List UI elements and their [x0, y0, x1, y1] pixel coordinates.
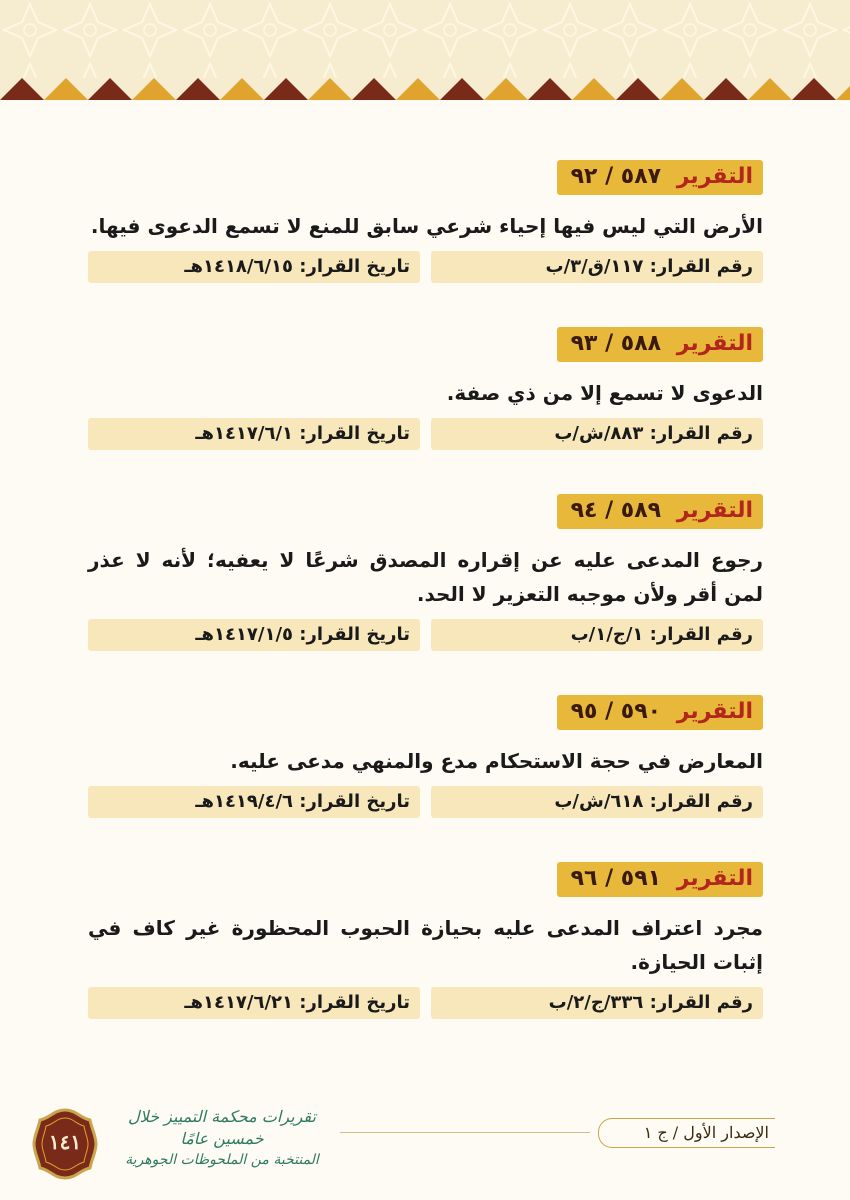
entry-96 — [88, 862, 763, 1019]
entry-label: التقرير — [676, 866, 753, 891]
entry-label: التقرير — [676, 331, 753, 356]
page-number: ١٤١ — [48, 1130, 82, 1154]
entry-number: ٥٨٨ / ٩٣ — [570, 331, 662, 356]
entry-title — [557, 695, 763, 730]
entry-title — [557, 160, 763, 195]
entry-title — [557, 494, 763, 529]
brand-line2: المنتخبة من الملحوظات الجوهرية — [125, 1152, 319, 1168]
brand-logo — [112, 1106, 332, 1170]
entry-label: التقرير — [676, 498, 753, 523]
decision-date-box: تاريخ القرار: ١٤١٧/٦/٢١هـ — [88, 987, 420, 1019]
entry-label: التقرير — [676, 164, 753, 189]
decision-boxes — [88, 418, 763, 450]
entry-92 — [88, 160, 763, 283]
footer-divider — [340, 1132, 590, 1133]
decision-date-box: تاريخ القرار: ١٤١٧/١/٥هـ — [88, 619, 420, 651]
entry-text: الأرض التي ليس فيها إحياء شرعي سابق للمنع لا تسمع الدعوى فيها. — [90, 214, 763, 238]
entry-number: ٥٨٩ / ٩٤ — [570, 498, 662, 523]
entry-label: التقرير — [676, 699, 753, 724]
entry-number: ٥٩٠ / ٩٥ — [570, 699, 662, 724]
decision-date-box: تاريخ القرار: ١٤١٧/٦/١هـ — [88, 418, 420, 450]
decision-boxes — [88, 786, 763, 818]
decision-number-box: رقم القرار: ١١٧/ق/٣/ب — [431, 251, 763, 283]
decision-number-box: رقم القرار: ٦١٨/ش/ب — [431, 786, 763, 818]
decision-boxes — [88, 619, 763, 651]
decision-boxes — [88, 987, 763, 1019]
decision-number-box: رقم القرار: ٣٣٦/ج/٢/ب — [431, 987, 763, 1019]
decorative-header — [0, 0, 850, 112]
entry-93 — [88, 327, 763, 450]
entry-95 — [88, 695, 763, 818]
decision-number-box: رقم القرار: ١/ج/١/ب — [431, 619, 763, 651]
entry-94 — [88, 494, 763, 651]
entry-title — [557, 327, 763, 362]
entry-title — [557, 862, 763, 897]
geometric-pattern-icon — [0, 0, 850, 112]
entry-text: رجوع المدعى عليه عن إقراره المصدق شرعًا لا يعفيه؛ لأنه لا عذر لمن أقر ولأن موجبه التعزير لا الحد. — [88, 548, 763, 606]
decision-boxes — [88, 251, 763, 283]
edition-part-label: الإصدار الأول / ج ١ — [598, 1118, 775, 1148]
entry-text: الدعوى لا تسمع إلا من ذي صفة. — [446, 381, 763, 405]
entry-number: ٥٩١ / ٩٦ — [570, 866, 662, 891]
decision-date-box: تاريخ القرار: ١٤١٨/٦/١٥هـ — [88, 251, 420, 283]
entry-text: المعارض في حجة الاستحكام مدع والمنهي مدعى عليه. — [230, 749, 763, 773]
entry-number: ٥٨٧ / ٩٢ — [570, 164, 662, 189]
decision-number-box: رقم القرار: ٨٨٣/ش/ب — [431, 418, 763, 450]
entry-text: مجرد اعتراف المدعى عليه بحيازة الحبوب المحظورة غير كاف في إثبات الحيازة. — [88, 916, 763, 974]
page-footer — [0, 1100, 850, 1200]
brand-line1: تقريرات محكمة التمييز خلال خمسين عامًا — [128, 1107, 316, 1148]
document-content — [88, 160, 763, 1019]
decision-date-box: تاريخ القرار: ١٤١٩/٤/٦هـ — [88, 786, 420, 818]
